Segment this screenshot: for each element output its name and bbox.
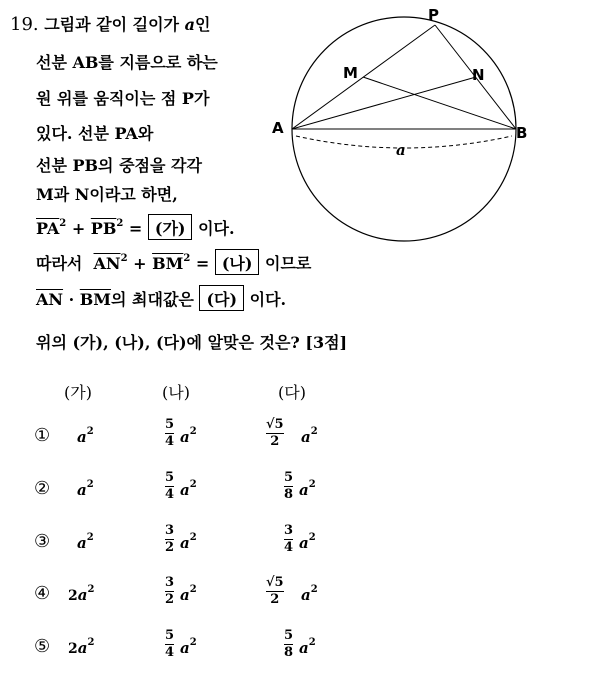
choice-5[interactable]: ⑤: [34, 636, 51, 657]
row3-na-a: $a^2$: [180, 532, 197, 552]
header-ga: (가): [64, 383, 92, 402]
row5-na-a: $a^2$: [180, 637, 197, 657]
row4-ga: $2a^2$: [68, 584, 95, 604]
header-na: (나): [162, 383, 190, 402]
equation-1: $\overline{PA}^2 + \overline{PB}^2$ = (가) 이다.: [36, 214, 235, 240]
row4-da-frac: √5 2: [266, 575, 284, 607]
choice-1[interactable]: ①: [34, 425, 51, 446]
problem-line-3: 원 위를 움직이는 점 P가: [36, 89, 210, 108]
problem-line-4: 있다. 선분 PA와: [36, 124, 154, 143]
row4-da-a: $a^2$: [301, 584, 318, 604]
row3-da-frac: 3 4: [284, 523, 294, 555]
question-text: 위의 (가), (나), (다)에 알맞은 것은? [3점]: [36, 333, 348, 352]
segment-an: [292, 77, 476, 129]
problem-line-5: 선분 PB의 중점을 각각: [36, 156, 202, 175]
row1-da-frac: √5 2: [266, 417, 284, 449]
row3-na-frac: 3 2: [165, 523, 175, 555]
problem-line-6: M과 N이라고 하면,: [36, 185, 178, 204]
equation-2: 따라서 $\overline{AN}^2 + \overline{BM}^2$ = (나) 이므로: [36, 249, 311, 275]
answer-box-ga: (가): [148, 214, 193, 240]
label-length: a: [396, 141, 406, 159]
answer-box-na: (나): [215, 249, 260, 275]
row1-ga: $a^2$: [77, 426, 94, 446]
row2-da-frac: 5 8: [284, 470, 294, 502]
row2-ga: $a^2$: [77, 479, 94, 499]
row4-na-frac: 3 2: [165, 575, 175, 607]
label-b: B: [516, 124, 528, 142]
row2-na-a: $a^2$: [180, 479, 197, 499]
problem-line-1: 19. 그림과 같이 길이가 a인: [10, 14, 211, 35]
segment-bm: [363, 77, 516, 129]
problem-number: 19.: [10, 14, 39, 35]
choice-4[interactable]: ④: [34, 583, 51, 604]
row5-na-frac: 5 4: [165, 628, 175, 660]
row5-da-a: $a^2$: [299, 637, 316, 657]
label-p: P: [428, 6, 439, 24]
label-a: A: [272, 119, 284, 137]
row5-da-frac: 5 8: [284, 628, 294, 660]
row4-na-a: $a^2$: [180, 584, 197, 604]
row5-ga: $2a^2$: [68, 637, 95, 657]
label-m: M: [343, 64, 358, 82]
row2-da-a: $a^2$: [299, 479, 316, 499]
choice-2[interactable]: ②: [34, 478, 51, 499]
row1-da-a: $a^2$: [301, 426, 318, 446]
row1-na-a: $a^2$: [180, 426, 197, 446]
answer-box-da: (다): [199, 285, 244, 311]
problem-line-2: 선분 AB를 지름으로 하는: [36, 53, 218, 72]
row3-ga: $a^2$: [77, 532, 94, 552]
row2-na-frac: 5 4: [165, 470, 175, 502]
label-n: N: [472, 66, 485, 84]
equation-3: $\overline{AN} \cdot \overline{BM}$의 최대값은 (다) 이다.: [36, 285, 286, 311]
row3-da-a: $a^2$: [299, 532, 316, 552]
row1-na-frac: 5 4: [165, 417, 175, 449]
header-da: (다): [278, 383, 306, 402]
choice-3[interactable]: ③: [34, 531, 51, 552]
